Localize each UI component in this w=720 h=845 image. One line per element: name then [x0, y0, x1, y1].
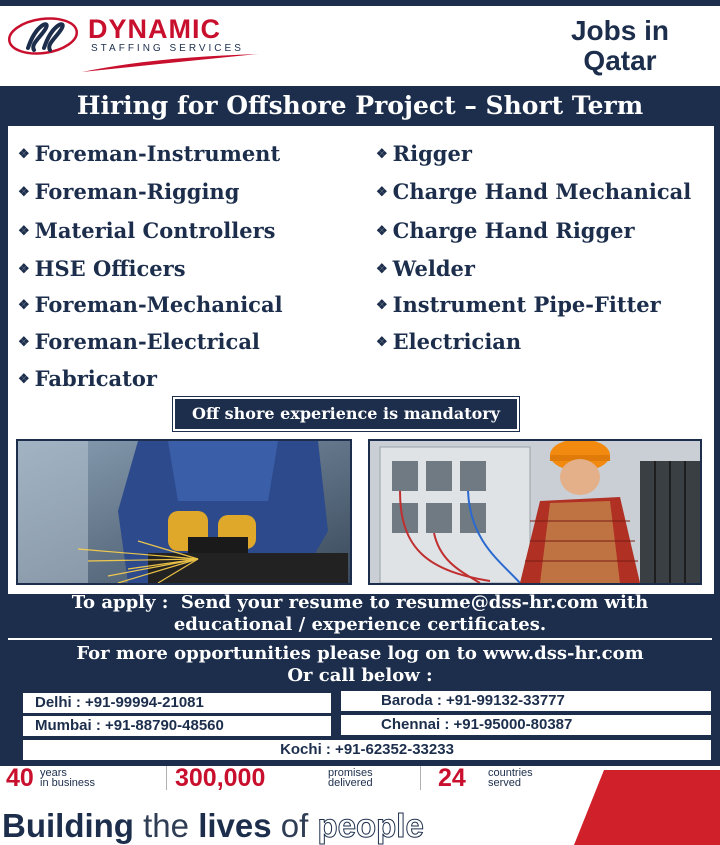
dynamic-logo-icon	[6, 14, 84, 58]
position-item: ❖ Foreman-Rigging	[18, 179, 240, 204]
grinder-worker-photo	[16, 439, 352, 585]
bullet-icon: ❖	[376, 298, 388, 313]
position-item: ❖ HSE Officers	[18, 256, 186, 281]
stat-promises-label1: promises	[328, 767, 373, 779]
bullet-icon: ❖	[376, 224, 388, 239]
stat-separator	[420, 766, 421, 790]
more-opportunities: For more opportunities please log on to www.dss-hr.com	[76, 643, 644, 664]
jobs-in-label: Jobs in	[570, 15, 669, 46]
position-item: ❖ Charge Hand Mechanical	[376, 179, 692, 204]
stat-countries-label2: served	[488, 777, 522, 789]
stat-years-label2: in business	[40, 777, 96, 789]
stat-separator	[166, 766, 167, 790]
position-item: ❖ Rigger	[376, 141, 472, 166]
contact-delhi: Delhi : +91-99994-21081	[22, 692, 332, 714]
headline: Hiring for Offshore Project – Short Term	[76, 91, 644, 120]
bullet-icon: ❖	[18, 372, 30, 387]
position-item: ❖ Welder	[376, 256, 475, 281]
bullet-icon: ❖	[18, 224, 30, 239]
stat-years-number: 40	[6, 764, 34, 792]
stat-promises-label2: delivered	[328, 777, 373, 789]
position-item: ❖ Foreman-Electrical	[18, 329, 260, 354]
tagline-word: people	[317, 807, 424, 844]
position-item: ❖ Electrician	[376, 329, 522, 354]
tagline	[0, 806, 720, 845]
contact-mumbai: Mumbai : +91-88790-48560	[22, 715, 332, 737]
position-item: ❖ Foreman-Instrument	[18, 141, 281, 166]
stat-years-label1: years	[40, 767, 67, 779]
bullet-icon: ❖	[376, 147, 388, 162]
tagline-word: lives	[198, 807, 272, 844]
brand-tagline: STAFFING SERVICES	[91, 43, 244, 54]
apply-instructions: To apply : Send your resume to resume@dss-hr.com with	[71, 592, 649, 613]
stat-countries-number: 24	[438, 764, 466, 792]
brand-name: DYNAMIC	[88, 14, 221, 44]
bullet-icon: ❖	[376, 185, 388, 200]
contact-kochi: Kochi : +91-62352-33233	[22, 739, 712, 761]
position-item: ❖ Fabricator	[18, 366, 157, 391]
contact-chennai: Chennai : +91-95000-80387	[340, 714, 712, 736]
call-below: Or call below :	[287, 665, 433, 686]
electrician-panel-photo	[368, 439, 702, 585]
bullet-icon: ❖	[18, 335, 30, 350]
tagline-word: Building	[2, 807, 134, 844]
bullet-icon: ❖	[376, 262, 388, 277]
mandatory-note: Off shore experience is mandatory	[173, 397, 519, 431]
location-label: Qatar	[583, 45, 657, 76]
bullet-icon: ❖	[18, 147, 30, 162]
tagline-word: the	[143, 807, 190, 844]
apply-instructions-cont: educational / experience certificates.	[173, 614, 547, 635]
bullet-icon: ❖	[18, 298, 30, 313]
bullet-icon: ❖	[376, 335, 388, 350]
bullet-icon: ❖	[18, 262, 30, 277]
position-item: ❖ Charge Hand Rigger	[376, 218, 635, 243]
top-bar	[0, 0, 720, 6]
position-item: ❖ Material Controllers	[18, 218, 276, 243]
contact-baroda: Baroda : +91-99132-33777	[340, 690, 712, 712]
position-item: ❖ Foreman-Mechanical	[18, 292, 283, 317]
stat-countries-label1: countries	[488, 767, 533, 779]
position-item: ❖ Instrument Pipe-Fitter	[376, 292, 661, 317]
stat-promises-number: 300,000	[175, 764, 266, 792]
divider	[8, 638, 712, 640]
bullet-icon: ❖	[18, 185, 30, 200]
brand-swoosh-icon	[80, 52, 260, 76]
tagline-word: of	[280, 807, 309, 844]
